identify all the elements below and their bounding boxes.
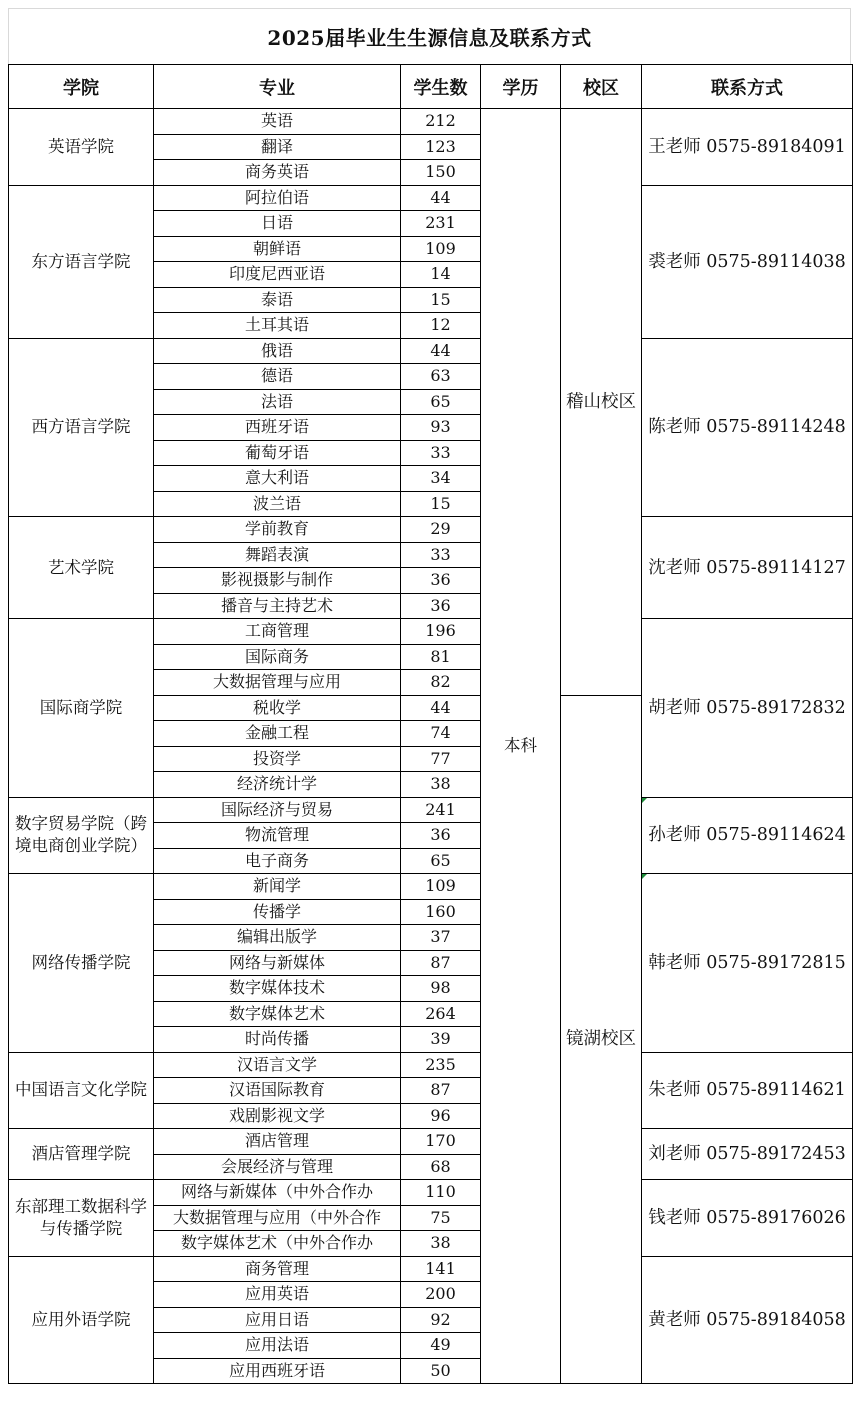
student-count-cell: 109 (401, 874, 481, 900)
student-count-cell: 150 (401, 160, 481, 186)
table-row (9, 109, 853, 135)
document-page (8, 8, 852, 1384)
major-name-cell: 意大利语 (154, 466, 401, 492)
college-name-cell: 西方语言学院 (9, 338, 154, 517)
student-count-cell: 15 (401, 491, 481, 517)
major-name-cell: 电子商务 (154, 848, 401, 874)
major-name-cell: 大数据管理与应用（中外合作 (154, 1205, 401, 1231)
major-name-cell: 数字媒体技术 (154, 976, 401, 1002)
major-name-cell: 国际商务 (154, 644, 401, 670)
student-count-cell: 38 (401, 772, 481, 798)
table-title: 2025届毕业生生源信息及联系方式 (8, 8, 851, 64)
student-count-cell: 36 (401, 593, 481, 619)
college-name-cell: 东方语言学院 (9, 185, 154, 338)
student-count-cell: 141 (401, 1256, 481, 1282)
student-count-cell: 81 (401, 644, 481, 670)
student-count-cell: 170 (401, 1129, 481, 1155)
college-name-cell: 应用外语学院 (9, 1256, 154, 1384)
table-row (9, 338, 853, 364)
major-name-cell: 印度尼西亚语 (154, 262, 401, 288)
major-name-cell: 舞蹈表演 (154, 542, 401, 568)
student-count-cell: 14 (401, 262, 481, 288)
college-name-cell: 中国语言文化学院 (9, 1052, 154, 1129)
student-count-cell: 77 (401, 746, 481, 772)
major-name-cell: 金融工程 (154, 721, 401, 747)
major-name-cell: 学前教育 (154, 517, 401, 543)
student-count-cell: 12 (401, 313, 481, 339)
student-count-cell: 92 (401, 1307, 481, 1333)
student-count-cell: 241 (401, 797, 481, 823)
student-count-cell: 196 (401, 619, 481, 645)
major-name-cell: 工商管理 (154, 619, 401, 645)
student-count-cell: 44 (401, 338, 481, 364)
table-row (9, 1256, 853, 1282)
contact-cell: 韩老师 0575-89172815 (642, 874, 853, 1053)
major-name-cell: 汉语国际教育 (154, 1078, 401, 1104)
college-name-cell: 东部理工数据科学与传播学院 (9, 1180, 154, 1257)
major-name-cell: 国际经济与贸易 (154, 797, 401, 823)
student-count-cell: 34 (401, 466, 481, 492)
contact-cell: 刘老师 0575-89172453 (642, 1129, 853, 1180)
student-count-cell: 87 (401, 1078, 481, 1104)
major-name-cell: 酒店管理 (154, 1129, 401, 1155)
student-count-cell: 200 (401, 1282, 481, 1308)
header-major: 专业 (154, 65, 401, 109)
campus-cell: 镜湖校区 (561, 695, 642, 1384)
major-name-cell: 网络与新媒体 (154, 950, 401, 976)
major-name-cell: 朝鲜语 (154, 236, 401, 262)
student-count-cell: 33 (401, 542, 481, 568)
student-count-cell: 44 (401, 695, 481, 721)
contact-cell: 钱老师 0575-89176026 (642, 1180, 853, 1257)
student-count-cell: 68 (401, 1154, 481, 1180)
major-name-cell: 投资学 (154, 746, 401, 772)
student-count-cell: 33 (401, 440, 481, 466)
major-name-cell: 时尚传播 (154, 1027, 401, 1053)
header-row (9, 65, 853, 109)
student-count-cell: 38 (401, 1231, 481, 1257)
major-name-cell: 阿拉伯语 (154, 185, 401, 211)
major-name-cell: 土耳其语 (154, 313, 401, 339)
header-student-count: 学生数 (401, 65, 481, 109)
graduate-info-table (8, 64, 853, 1384)
table-row (9, 1129, 853, 1155)
student-count-cell: 235 (401, 1052, 481, 1078)
major-name-cell: 商务英语 (154, 160, 401, 186)
header-degree: 学历 (481, 65, 561, 109)
major-name-cell: 商务管理 (154, 1256, 401, 1282)
header-college: 学院 (9, 65, 154, 109)
student-count-cell: 82 (401, 670, 481, 696)
student-count-cell: 65 (401, 389, 481, 415)
campus-cell: 稽山校区 (561, 109, 642, 696)
contact-cell: 沈老师 0575-89114127 (642, 517, 853, 619)
college-name-cell: 英语学院 (9, 109, 154, 186)
student-count-cell: 44 (401, 185, 481, 211)
table-row (9, 517, 853, 543)
student-count-cell: 109 (401, 236, 481, 262)
major-name-cell: 编辑出版学 (154, 925, 401, 951)
student-count-cell: 63 (401, 364, 481, 390)
student-count-cell: 75 (401, 1205, 481, 1231)
student-count-cell: 36 (401, 568, 481, 594)
table-row (9, 1052, 853, 1078)
header-campus: 校区 (561, 65, 642, 109)
college-name-cell: 网络传播学院 (9, 874, 154, 1053)
student-count-cell: 87 (401, 950, 481, 976)
student-count-cell: 29 (401, 517, 481, 543)
table-row (9, 619, 853, 645)
student-count-cell: 93 (401, 415, 481, 441)
major-name-cell: 税收学 (154, 695, 401, 721)
student-count-cell: 15 (401, 287, 481, 313)
student-count-cell: 50 (401, 1358, 481, 1384)
contact-cell: 朱老师 0575-89114621 (642, 1052, 853, 1129)
table-row (9, 797, 853, 823)
student-count-cell: 36 (401, 823, 481, 849)
student-count-cell: 160 (401, 899, 481, 925)
college-name-cell: 艺术学院 (9, 517, 154, 619)
table-body (9, 109, 853, 1384)
contact-cell: 裘老师 0575-89114038 (642, 185, 853, 338)
degree-cell: 本科 (481, 109, 561, 1384)
student-count-cell: 37 (401, 925, 481, 951)
student-count-cell: 49 (401, 1333, 481, 1359)
major-name-cell: 物流管理 (154, 823, 401, 849)
contact-cell: 孙老师 0575-89114624 (642, 797, 853, 874)
major-name-cell: 戏剧影视文学 (154, 1103, 401, 1129)
major-name-cell: 西班牙语 (154, 415, 401, 441)
student-count-cell: 264 (401, 1001, 481, 1027)
student-count-cell: 212 (401, 109, 481, 135)
major-name-cell: 德语 (154, 364, 401, 390)
student-count-cell: 39 (401, 1027, 481, 1053)
major-name-cell: 波兰语 (154, 491, 401, 517)
major-name-cell: 葡萄牙语 (154, 440, 401, 466)
contact-cell: 黄老师 0575-89184058 (642, 1256, 853, 1384)
major-name-cell: 翻译 (154, 134, 401, 160)
major-name-cell: 大数据管理与应用 (154, 670, 401, 696)
major-name-cell: 新闻学 (154, 874, 401, 900)
table-row (9, 1180, 853, 1206)
major-name-cell: 应用英语 (154, 1282, 401, 1308)
student-count-cell: 96 (401, 1103, 481, 1129)
college-name-cell: 国际商学院 (9, 619, 154, 798)
student-count-cell: 110 (401, 1180, 481, 1206)
major-name-cell: 应用西班牙语 (154, 1358, 401, 1384)
major-name-cell: 英语 (154, 109, 401, 135)
major-name-cell: 法语 (154, 389, 401, 415)
major-name-cell: 泰语 (154, 287, 401, 313)
header-contact: 联系方式 (642, 65, 853, 109)
student-count-cell: 74 (401, 721, 481, 747)
student-count-cell: 65 (401, 848, 481, 874)
college-name-cell: 数字贸易学院（跨境电商创业学院） (9, 797, 154, 874)
major-name-cell: 播音与主持艺术 (154, 593, 401, 619)
major-name-cell: 数字媒体艺术（中外合作办 (154, 1231, 401, 1257)
table-row (9, 874, 853, 900)
major-name-cell: 日语 (154, 211, 401, 237)
major-name-cell: 经济统计学 (154, 772, 401, 798)
table-row (9, 185, 853, 211)
major-name-cell: 数字媒体艺术 (154, 1001, 401, 1027)
major-name-cell: 俄语 (154, 338, 401, 364)
major-name-cell: 应用法语 (154, 1333, 401, 1359)
contact-cell: 陈老师 0575-89114248 (642, 338, 853, 517)
major-name-cell: 网络与新媒体（中外合作办 (154, 1180, 401, 1206)
major-name-cell: 影视摄影与制作 (154, 568, 401, 594)
student-count-cell: 123 (401, 134, 481, 160)
major-name-cell: 会展经济与管理 (154, 1154, 401, 1180)
major-name-cell: 汉语言文学 (154, 1052, 401, 1078)
student-count-cell: 231 (401, 211, 481, 237)
college-name-cell: 酒店管理学院 (9, 1129, 154, 1180)
contact-cell: 王老师 0575-89184091 (642, 109, 853, 186)
contact-cell: 胡老师 0575-89172832 (642, 619, 853, 798)
major-name-cell: 应用日语 (154, 1307, 401, 1333)
major-name-cell: 传播学 (154, 899, 401, 925)
student-count-cell: 98 (401, 976, 481, 1002)
